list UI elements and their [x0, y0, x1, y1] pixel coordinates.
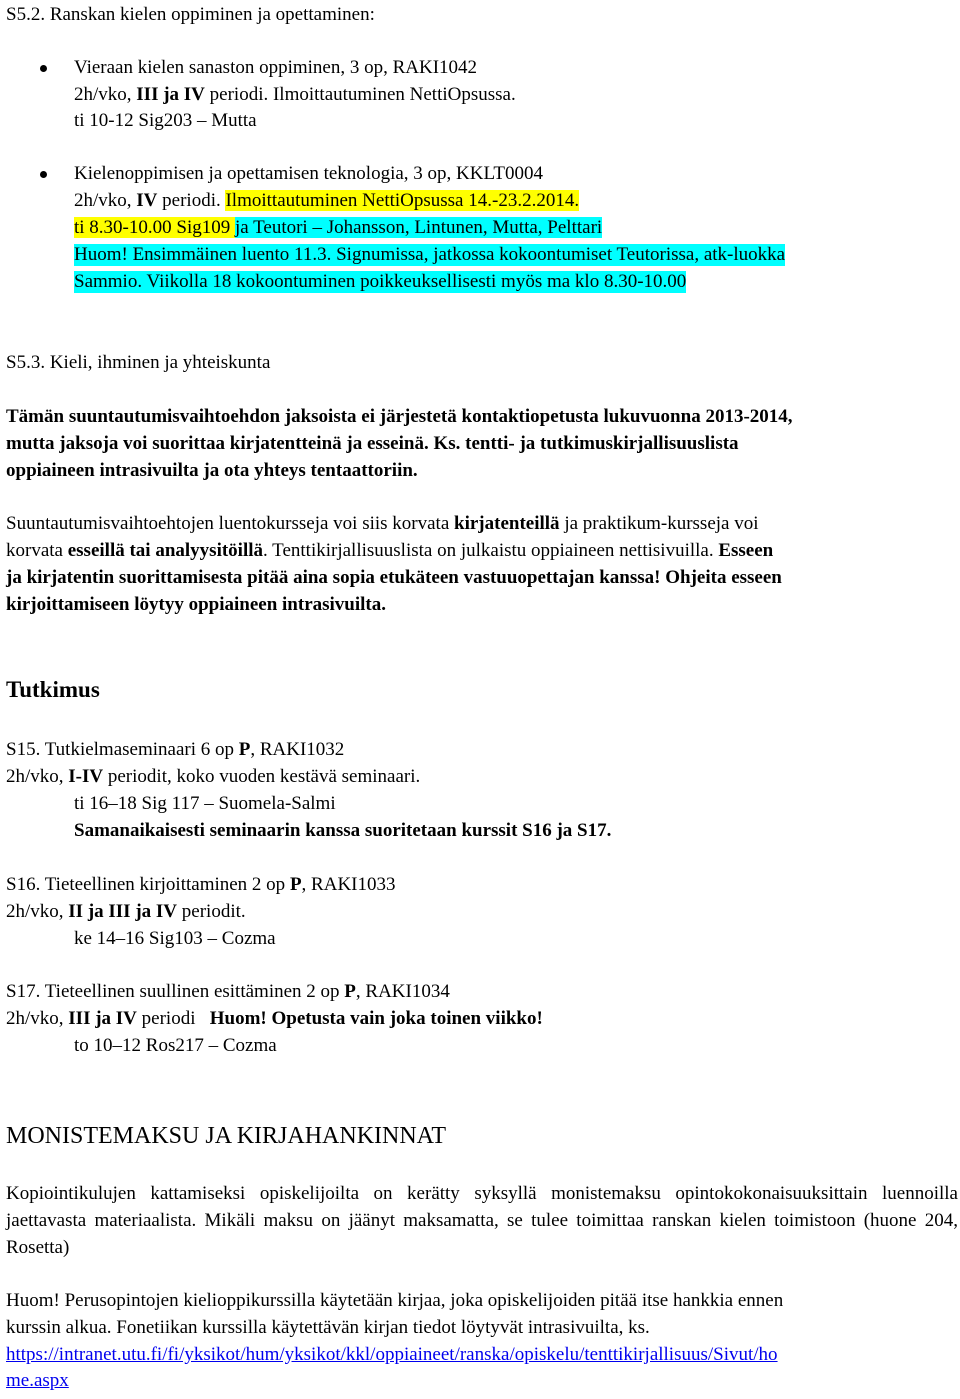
- s15-title: S15. Tutkielmaseminaari 6 op P, RAKI1032: [6, 739, 345, 760]
- s53-info-line2: korvata esseillä tai analyysitöillä. Tenttikirjallisuuslista on julkaistu oppiaineen nettisivuilla. Esseen: [6, 540, 774, 561]
- s53-info-line1: Suuntautumisvaihtoehtojen luentokursseja voi siis korvata kirjatenteillä ja praktikum-kursseja voi: [6, 513, 759, 534]
- s15-schedule: 2h/vko, I-IV periodit, koko vuoden kestävä seminaari.: [6, 766, 421, 787]
- course-note-line1: Huom! Ensimmäinen luento 11.3. Signumissa, jatkossa kokoontumiset Teutorissa, atk-luokka: [74, 244, 786, 265]
- bullet-icon: [40, 65, 47, 72]
- s53-info-line4: kirjoittamiseen löytyy oppiaineen intrasivuilta.: [6, 594, 386, 615]
- course-time-raki1042: ti 10-12 Sig203 – Mutta: [74, 110, 257, 131]
- s15-note: Samanaikaisesti seminaarin kanssa suoritetaan kurssit S16 ja S17.: [74, 820, 612, 841]
- s16-time: ke 14–16 Sig103 – Cozma: [74, 928, 276, 949]
- s16-schedule: 2h/vko, II ja III ja IV periodit.: [6, 901, 246, 922]
- book-notice-line2: kurssin alkua. Fonetiikan kurssilla käytettävän kirjan tiedot löytyvät intrasivuilta, ks.: [6, 1317, 650, 1338]
- section-heading-s53: S5.3. Kieli, ihminen ja yhteiskunta: [6, 352, 271, 373]
- s53-notice-line3: oppiaineen intrasivuilta ja ota yhteys tentaattoriin.: [6, 460, 418, 481]
- s53-info-line3: ja kirjatentin suorittamisesta pitää aina sopia etukäteen vastuuopettajan kanssa! Ohjeita esseen: [6, 567, 782, 588]
- intranet-link-line1[interactable]: [6, 1344, 778, 1366]
- course-time-kklt0004: ti 8.30-10.00 Sig109 ja Teutori – Johansson, Lintunen, Mutta, Pelttari: [74, 217, 603, 238]
- monistemaksu-paragraph: Kopiointikulujen kattamiseksi opiskelijoilta on kerätty syksyllä monistemaksu opintokokonaisuuksittain luennoilla jaettavasta materiaalista. Mikäli maksu on jäänyt maksamatta, se tulee toimittaa ranskan kielen toimistoon (huone 204, Rosetta): [6, 1183, 958, 1258]
- book-notice-line1: Huom! Perusopintojen kielioppikurssilla käytetään kirjaa, joka opiskelijoiden pitää itse hankkia ennen: [6, 1290, 784, 1311]
- intranet-link-line2[interactable]: [6, 1370, 69, 1392]
- bullet-icon: [40, 171, 47, 178]
- course-schedule-kklt0004: 2h/vko, IV periodi. Ilmoittautuminen NettiOpsussa 14.-23.2.2014.: [74, 190, 580, 211]
- s53-notice-line1: Tämän suuntautumisvaihtoehdon jaksoista ei järjestetä kontaktiopetusta lukuvuonna 2013-2014,: [6, 406, 793, 427]
- section-heading-monistemaksu: MONISTEMAKSU JA KIRJAHANKINNAT: [6, 1123, 447, 1149]
- s17-title: S17. Tieteellinen suullinen esittäminen 2 op P, RAKI1034: [6, 981, 450, 1002]
- course-title-kklt0004: Kielenoppimisen ja opettamisen teknologia, 3 op, KKLT0004: [74, 163, 543, 184]
- registration-highlight: Ilmoittautuminen NettiOpsussa 14.-23.2.2014.: [225, 190, 580, 211]
- section-heading-s52: S5.2. Ranskan kielen oppiminen ja opettaminen:: [6, 4, 375, 25]
- s53-notice-line2: mutta jaksoja voi suorittaa kirjatentteinä ja esseinä. Ks. tentti- ja tutkimuskirjallisuuslista: [6, 433, 739, 454]
- intranet-link[interactable]: https://intranet.utu.fi/fi/yksikot/hum/yksikot/kkl/oppiaineet/ranska/opiskelu/tenttikirjallisuus/Sivut/ho: [6, 1344, 778, 1365]
- s15-time: ti 16–18 Sig 117 – Suomela-Salmi: [74, 793, 336, 814]
- course-title-raki1042: Vieraan kielen sanaston oppiminen, 3 op, RAKI1042: [74, 57, 478, 78]
- s17-schedule: 2h/vko, III ja IV periodi Huom! Opetusta vain joka toinen viikko!: [6, 1008, 543, 1029]
- s16-title: S16. Tieteellinen kirjoittaminen 2 op P, RAKI1033: [6, 874, 396, 895]
- s17-time: to 10–12 Ros217 – Cozma: [74, 1035, 277, 1056]
- section-heading-tutkimus: Tutkimus: [6, 677, 100, 702]
- course-note-line2: Sammio. Viikolla 18 kokoontuminen poikkeuksellisesti myös ma klo 8.30-10.00: [74, 271, 687, 292]
- intranet-link-continued[interactable]: me.aspx: [6, 1370, 69, 1391]
- course-schedule-raki1042: 2h/vko, III ja IV periodi. Ilmoittautuminen NettiOpsussa.: [74, 84, 516, 105]
